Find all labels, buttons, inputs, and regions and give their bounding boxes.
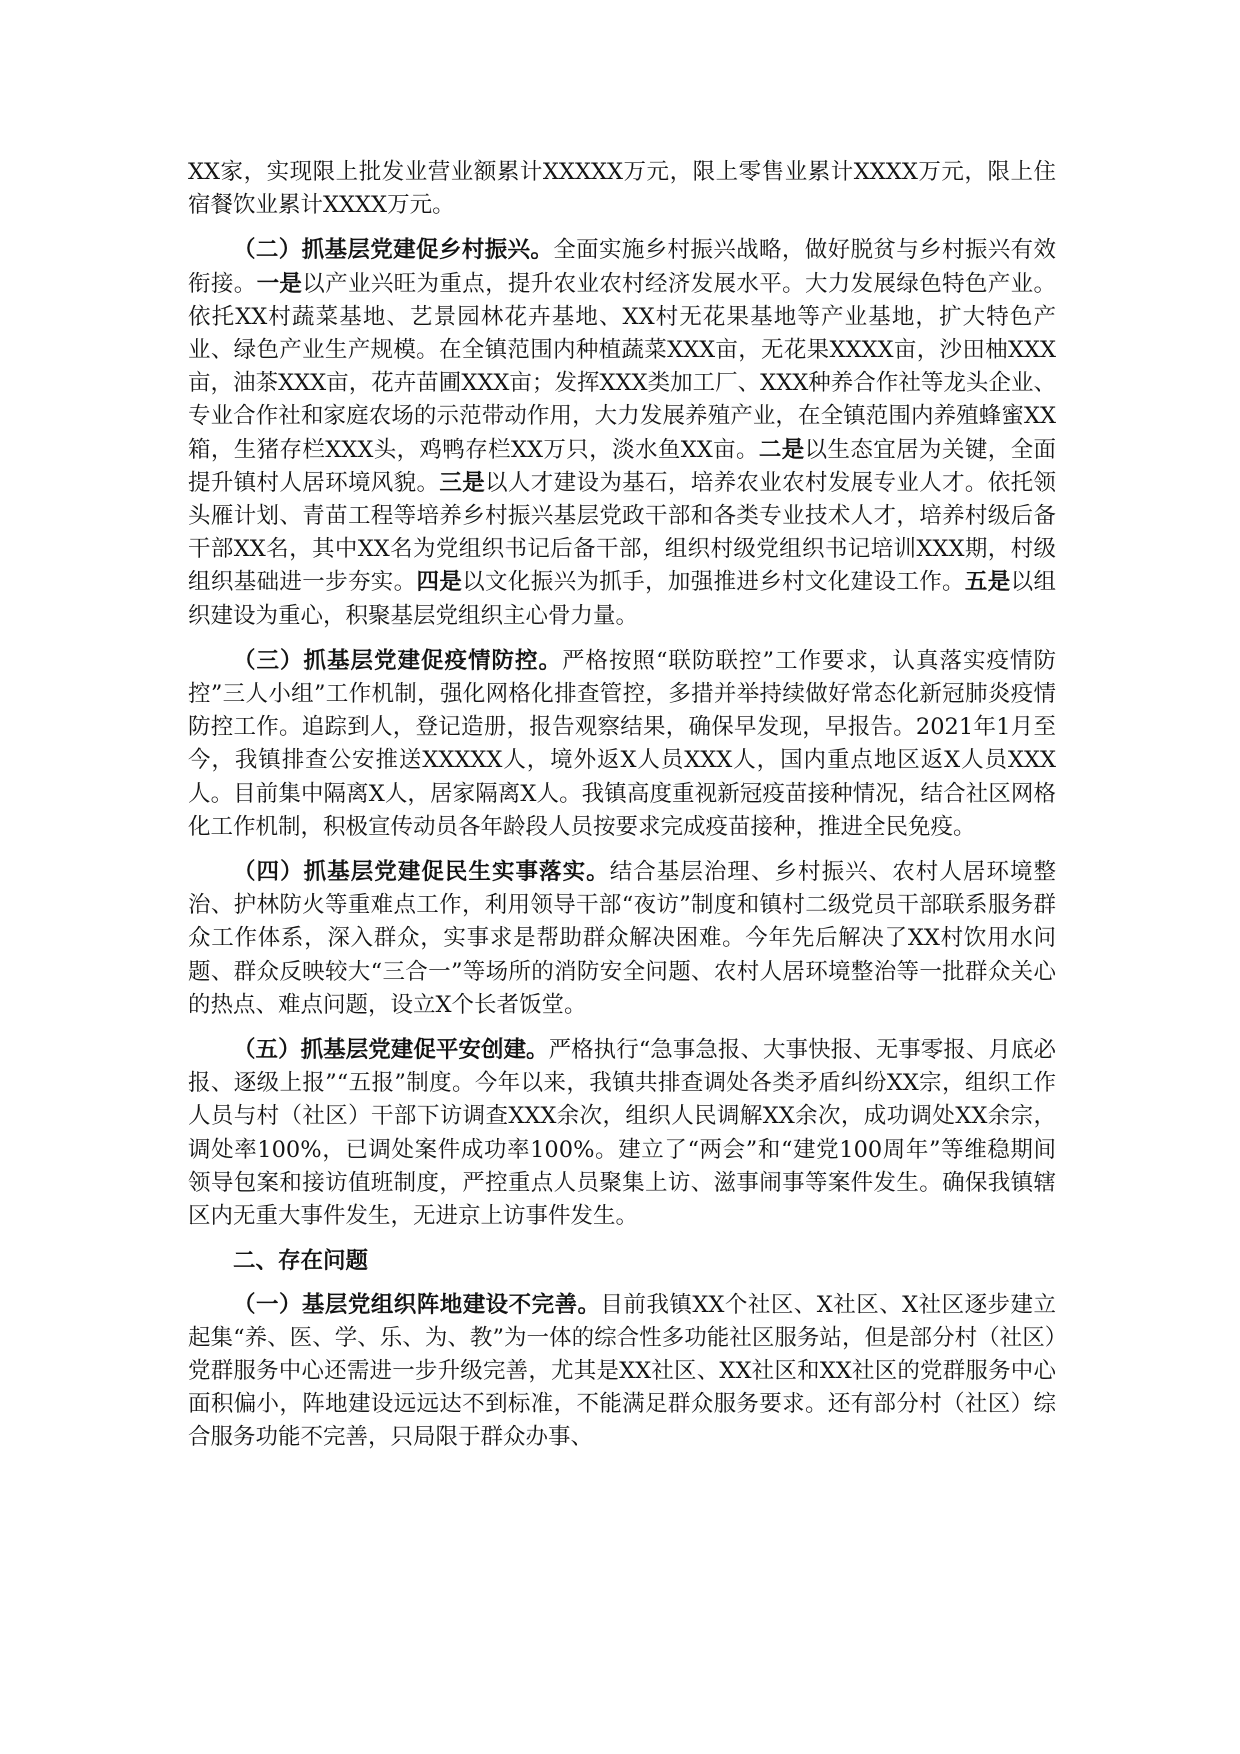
- text-run: 严格按照“联防联控”工作要求，认真落实疫情防控”三人小组”工作机制，强化网格化排查管控，多措并举持续做好常态化新冠肺炎疫情防控工作。追踪到人，登记造册，报告观察结果，确保早发现，早报告。2021年1月至今，我镇排查公安推送XXXXX人，境外返X人员XXX人，国内重点地区返X人员XXX人。目前集中隔离X人，居家隔离X人。我镇高度重视新冠疫苗接种情况，结合社区网格化工作机制，积极宣传动员各年龄段人员按要求完成疫苗接种，推进全民免疫。: [188, 647, 1056, 840]
- text-run: 以组织建设为重心，积聚基层党组织主心骨力量。: [188, 569, 1056, 629]
- text-run: 以产业兴旺为重点，提升农业农村经济发展水平。大力发展绿色特色产业。依托XX村蔬菜基地、艺景园林花卉基地、XX村无花果基地等产业基地，扩大特色产业、绿色产业生产规模。在全镇范围内种植蔬菜XXX亩，无花果XXXX亩，沙田柚XXX亩，油茶XXX亩，花卉苗圃XXX亩；发挥XXX类加工厂、XXX种养合作社等龙头企业、专业合作社和家庭农场的示范带动作用，大力发展养殖产业，在全镇范围内养殖蜂蜜XX箱，生猪存栏XXX头，鸡鸭存栏XX万只，淡水鱼XX亩。: [188, 270, 1056, 463]
- paragraph-epidemic-control: [188, 645, 1056, 844]
- enumeration-label: 一是: [256, 270, 303, 297]
- enumeration-label: 二是: [758, 436, 805, 463]
- enumeration-label: 四是: [416, 569, 463, 596]
- paragraph-grassroots-position: [188, 1289, 1056, 1455]
- text-run: 以人才建设为基石，培养农业农村发展专业人才。依托领头雁计划、青苗工程等培养乡村振兴基层党政干部和各类专业技术人才，培养村级后备干部XX名，其中XX名为党组织书记后备干部，组织村级党组织书记培训XXX期，村级组织基础进一步夯实。: [188, 469, 1056, 596]
- text-run: 严格执行“急事急报、大事快报、无事零报、月底必报、逐级上报”“五报”制度。今年以来，我镇共排查调处各类矛盾纠纷XX宗，组织工作人员与村（社区）干部下访调查XXX余次，组织人民调解XX余次，成功调处XX余宗，调处率100%，已调处案件成功率100%。建立了“两会”和“建党100周年”等维稳期间领导包案和接访值班制度，严控重点人员聚集上访、滋事闹事等案件发生。确保我镇辖区内无重大事件发生，无进京上访事件发生。: [188, 1037, 1056, 1230]
- enumeration-label: 五是: [964, 569, 1011, 596]
- paragraph-rural-revitalization: [188, 234, 1056, 632]
- paragraph-livelihood: [188, 856, 1056, 1022]
- enumeration-label: 三是: [439, 469, 486, 496]
- section-title: （五）抓基层党建促平安创建。: [233, 1037, 549, 1064]
- text-run: 以生态宜居为关键，全面提升镇村人居环境风貌。: [188, 436, 1056, 496]
- text-run: XX家，实现限上批发业营业额累计XXXXX万元，限上零售业累计XXXX万元，限上住宿餐饮业累计XXXX万元。: [188, 159, 1056, 219]
- text-run: 结合基层治理、乡村振兴、农村人居环境整治、护林防火等重难点工作，利用领导干部“夜访”制度和镇村二级党员干部联系服务群众工作体系，深入群众，实事求是帮助群众解决困难。今年先后解决了XX村饮用水问题、群众反映较大“三合一”等场所的消防安全问题、农村人居环境整治等一批群众关心的热点、难点问题，设立X个长者饭堂。: [188, 859, 1056, 1018]
- text-run: 以文化振兴为抓手，加强推进乡村文化建设工作。: [462, 569, 965, 596]
- text-run: 目前我镇XX个社区、X社区、X社区逐步建立起集“养、医、学、乐、为、教”为一体的综合性多功能社区服务站，但是部分村（社区）党群服务中心还需进一步升级完善，尤其是XX社区、XX社区和XX社区的党群服务中心面积偏小，阵地建设远远达不到标准，不能满足群众服务要求。还有部分村（社区）综合服务功能不完善，只局限于群众办事、: [188, 1291, 1056, 1451]
- section-title: （三）抓基层党建促疫情防控。: [233, 647, 562, 674]
- paragraph-0: [188, 156, 1056, 222]
- section-heading: 二、存在问题: [233, 1248, 369, 1275]
- text-run: 全面实施乡村振兴战略，做好脱贫与乡村振兴有效衔接。: [188, 237, 1056, 297]
- section-title: （二）抓基层党建促乡村振兴。: [233, 237, 554, 264]
- section-title: （一）基层党组织阵地建设不完善。: [233, 1291, 601, 1318]
- paragraph-safety: [188, 1034, 1056, 1233]
- document-page: [188, 156, 1056, 1467]
- section-title: （四）抓基层党建促民生实事落实。: [233, 859, 610, 886]
